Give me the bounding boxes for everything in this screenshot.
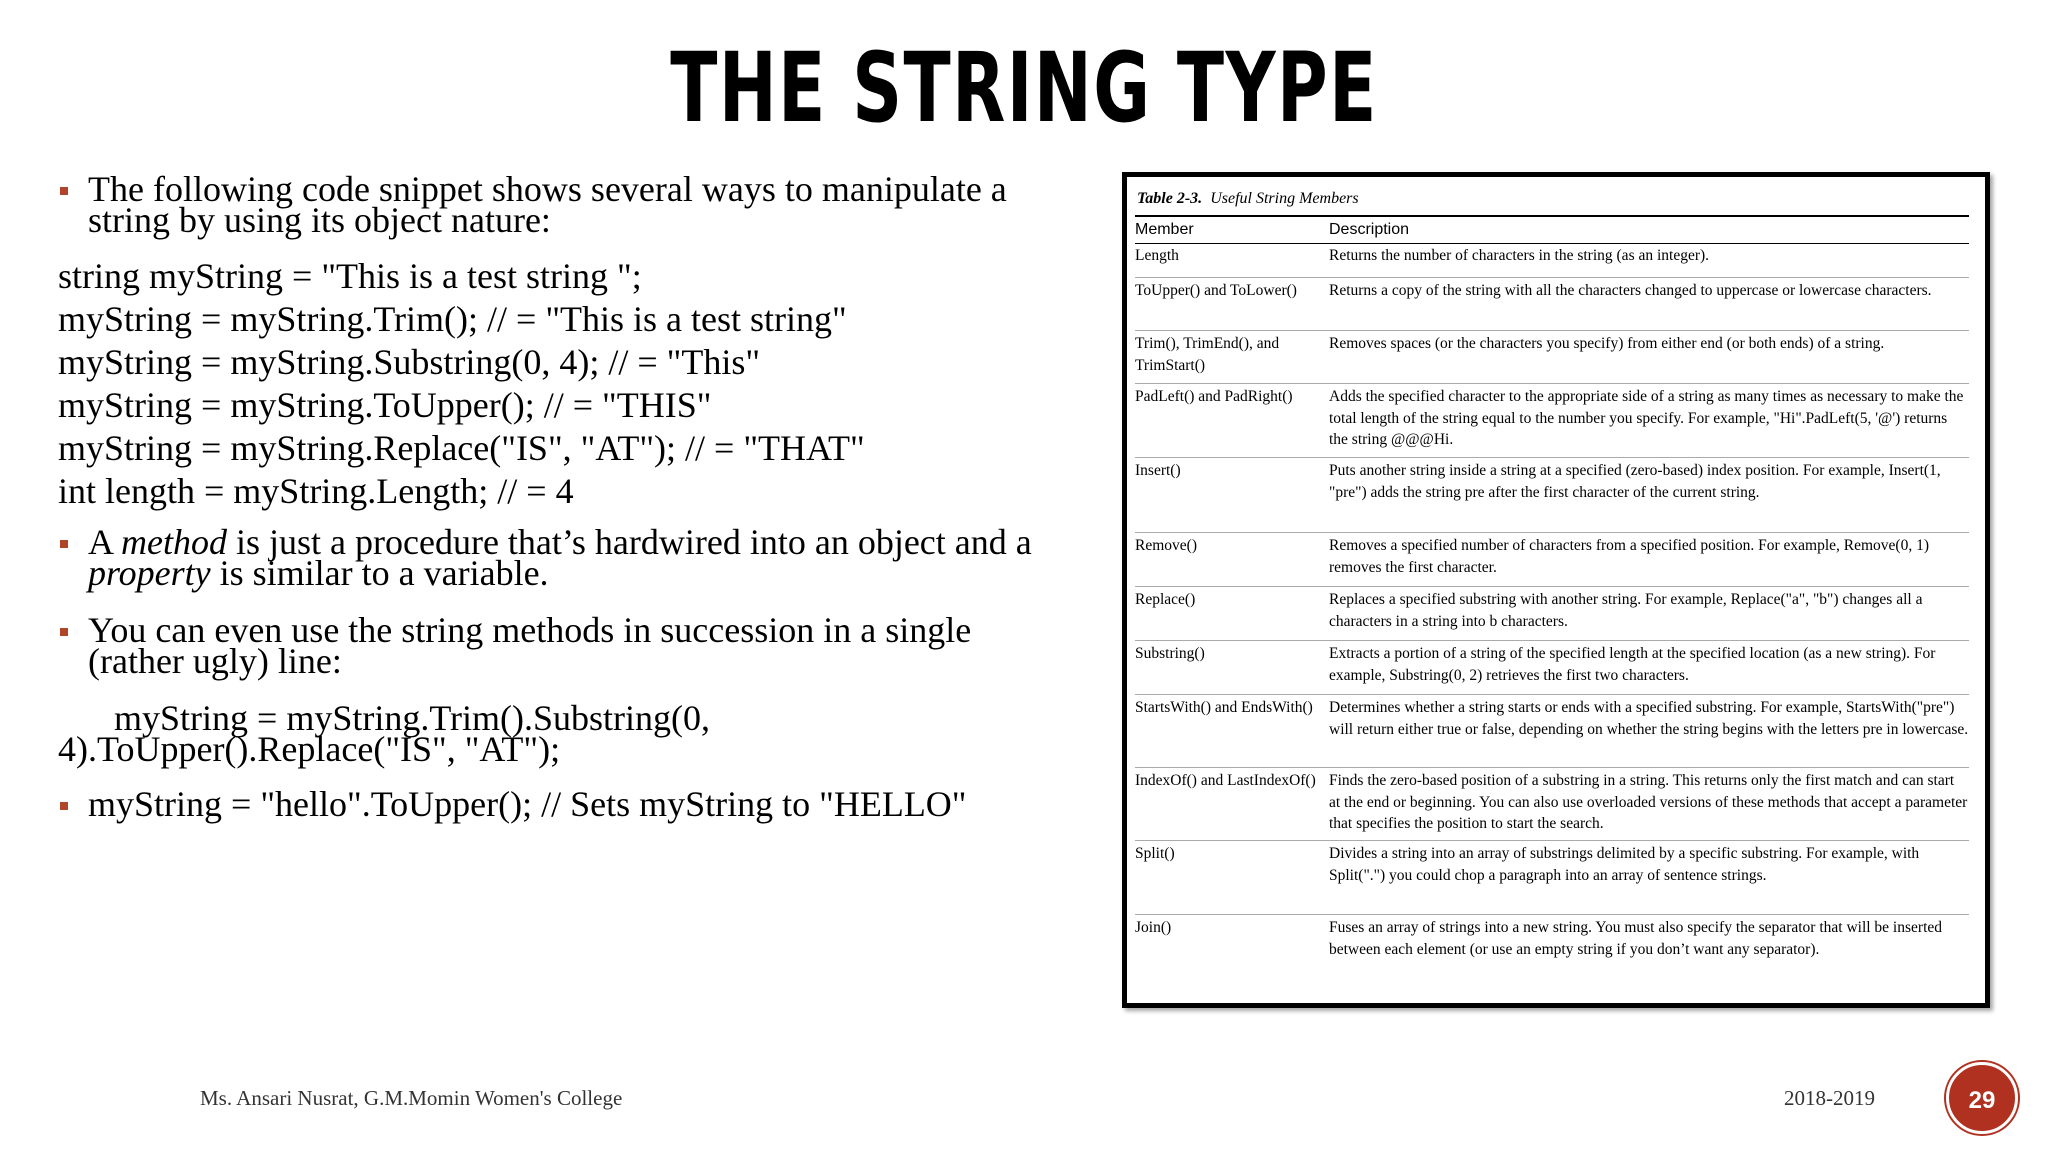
description-cell: Removes spaces (or the characters you specify) from either end (or both ends) of a string. — [1329, 335, 1885, 352]
slide-title: THE STRING TYPE — [670, 32, 1378, 144]
string-members-table — [1122, 172, 1990, 1008]
description-cell: Removes a specified number of characters from a specified position. For example, Remove(0, 1) removes the first character. — [1329, 537, 1929, 576]
member-cell: Length — [1135, 247, 1179, 264]
code-line: myString = myString.Trim(); // = "This is a test string" — [58, 299, 847, 339]
description-cell: Determines whether a string starts or ends with a specified substring. For example, StartsWith("pre") will return either true or false, depending on whether the string begins with the letters pre in lowercase. — [1329, 699, 1969, 738]
member-cell: Trim(), TrimEnd(), and TrimStart() — [1135, 335, 1280, 374]
column-header-description: Description — [1329, 221, 1410, 238]
column-header-member: Member — [1135, 221, 1194, 238]
member-cell: Split() — [1135, 845, 1175, 862]
table-row — [1135, 330, 1969, 374]
bullet-hello — [58, 784, 1068, 824]
bullet-text-part: is just a procedure that’s hardwired into an object and a — [227, 522, 1032, 562]
table-caption-text: Useful String Members — [1210, 190, 1359, 207]
description-cell: Returns a copy of the string with all the characters changed to uppercase or lowercase characters. — [1329, 282, 1932, 299]
bullet-method-property — [58, 522, 1068, 593]
code-line: myString = myString.ToUpper(); // = "THIS" — [58, 385, 712, 425]
page-number-badge: 29 — [1946, 1062, 2018, 1134]
bullet-marker-icon — [60, 802, 68, 810]
bullet-marker-icon — [60, 187, 68, 195]
bullet-succession-text: You can even use the string methods in succession in a single (rather ugly) line: — [88, 610, 972, 681]
member-cell: Insert() — [1135, 462, 1181, 479]
description-cell: Extracts a portion of a string of the specified length at the specified location (as a new string). For example, Substring(0, 2) retrieves the first two characters. — [1329, 645, 1936, 684]
description-cell: Divides a string into an array of substrings delimited by a specific substring. For example, with Split(".") you could chop a paragraph into an array of sentence strings. — [1329, 845, 1920, 884]
description-cell: Returns the number of characters in the string (as an integer). — [1329, 247, 1710, 264]
table-row — [1135, 694, 1969, 738]
description-cell: Replaces a specified substring with another string. For example, Replace("a", "b") changes all a characters in a string into b characters. — [1329, 591, 1923, 630]
description-cell: Finds the zero-based position of a substring in a string. This returns only the first match and can start at the end or beginning. You can also use overloaded versions of these methods that accept a parameter that specifies the position to start the search. — [1329, 772, 1968, 832]
code-line: myString = myString.Replace("IS", "AT"); // = "THAT" — [58, 428, 865, 468]
member-cell: StartsWith() and EndsWith() — [1135, 699, 1313, 716]
slide-body — [58, 169, 1068, 824]
chained-code — [58, 698, 1068, 769]
bullet-succession — [58, 610, 1068, 681]
member-cell: Substring() — [1135, 645, 1205, 662]
bullet-intro-text: The following code snippet shows several ways to manipulate a string by using its object nature: — [88, 169, 1007, 240]
description-cell: Adds the specified character to the appropriate side of a string as many times as necessary to make the total length of the string equal to the number you specify. For example, "Hi".PadLeft(5, '@') returns the string @@@Hi. — [1329, 388, 1964, 448]
member-cell: IndexOf() and LastIndexOf() — [1135, 772, 1316, 789]
code-line: int length = myString.Length; // = 4 — [58, 471, 574, 511]
footer-author: Ms. Ansari Nusrat, G.M.Momin Women's College — [200, 1086, 623, 1110]
table-caption — [1137, 190, 1359, 208]
bullet-hello-text: myString = "hello".ToUpper(); // Sets myString to "HELLO" — [88, 784, 967, 824]
member-cell: Remove() — [1135, 537, 1197, 554]
method-term: method — [121, 522, 227, 562]
property-term: property — [88, 553, 211, 593]
bullet-marker-icon — [60, 628, 68, 636]
table-caption-label: Table 2-3. — [1137, 190, 1203, 207]
description-cell: Fuses an array of strings into a new string. You must also specify the separator that will be inserted between each element (or use an empty string if you don’t want any separator). — [1329, 919, 1942, 958]
table-row — [1135, 914, 1969, 958]
member-cell: PadLeft() and PadRight() — [1135, 388, 1293, 405]
member-cell: ToUpper() and ToLower() — [1135, 282, 1297, 299]
table-row — [1135, 840, 1969, 884]
bullet-text-part: is similar to a variable. — [210, 553, 549, 593]
table-row — [1135, 277, 1969, 299]
member-cell: Replace() — [1135, 591, 1196, 608]
bullet-marker-icon — [60, 540, 68, 548]
chained-code-line1: myString = myString.Trim().Substring(0, — [114, 698, 711, 738]
table-row — [1135, 640, 1969, 684]
table-row — [1135, 767, 1969, 832]
table-row — [1135, 383, 1969, 448]
table-header — [1135, 215, 1969, 244]
code-line: string myString = "This is a test string "; — [58, 256, 642, 296]
table-row — [1135, 532, 1969, 576]
table-row — [1135, 586, 1969, 630]
bullet-intro — [58, 169, 1068, 240]
description-cell: Puts another string inside a string at a specified (zero-based) index position. For example, Insert(1, "pre") adds the string pre after the first character of the current string. — [1329, 462, 1941, 501]
chained-code-line2: 4).ToUpper().Replace("IS", "AT"); — [58, 729, 561, 769]
footer-date: 2018-2019 — [1784, 1086, 1875, 1110]
bullet-text-part: A — [88, 522, 122, 562]
code-line: myString = myString.Substring(0, 4); // = "This" — [58, 342, 761, 382]
table-row — [1135, 457, 1969, 501]
member-cell: Join() — [1135, 919, 1172, 936]
